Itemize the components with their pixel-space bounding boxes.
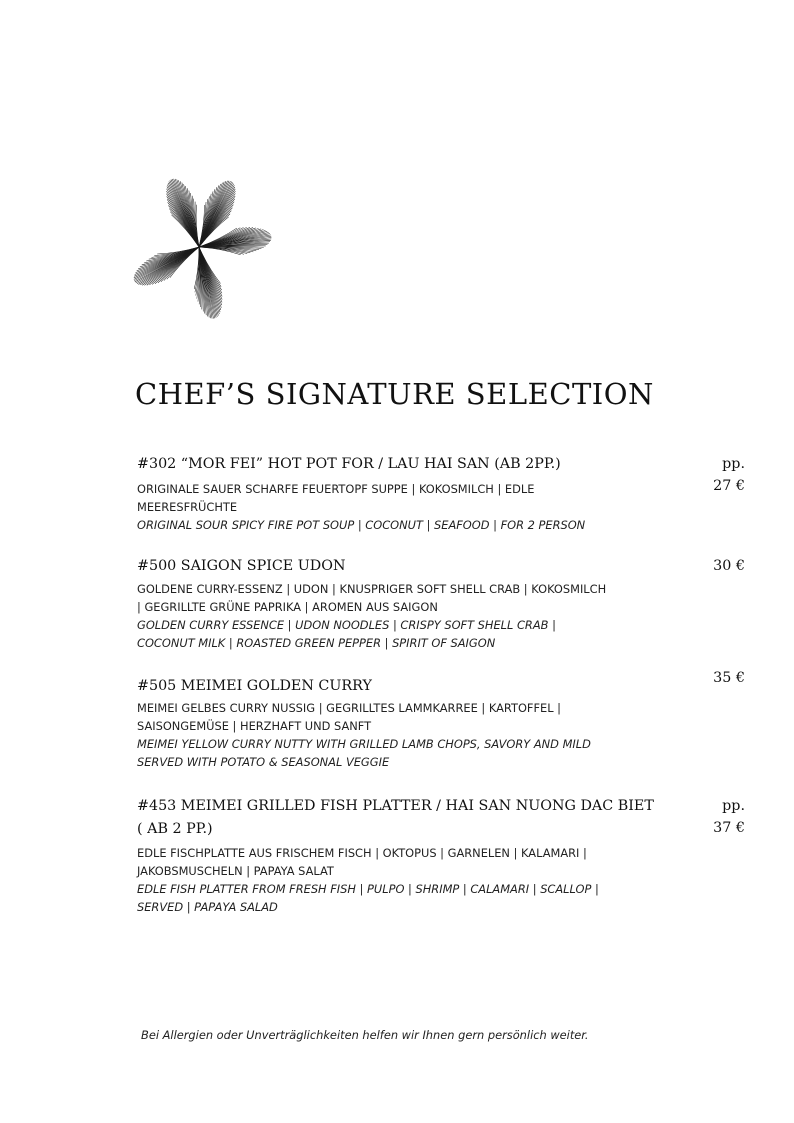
description-line: MEIMEI GELBES CURRY NUSSIG | GEGRILLTES LAMMKARREE | KARTOFFEL | <box>137 701 562 715</box>
item-description-de <box>137 480 677 516</box>
description-line: ORIGINALE SAUER SCHARFE FEUERTOPF SUPPE | KOKOSMILCH | EDLE <box>137 482 535 496</box>
item-description-en <box>137 735 677 771</box>
allergy-note: Bei Allergien oder Unverträglichkeiten helfen wir Ihnen gern persönlich weiter. <box>141 1028 589 1042</box>
description-line: EDLE FISH PLATTER FROM FRESH FISH | PULPO | SHRIMP | CALAMARI | SCALLOP | <box>137 882 599 896</box>
description-line: COCONUT MILK | ROASTED GREEN PEPPER | SPIRIT OF SAIGON <box>137 636 496 650</box>
item-title <box>137 453 669 476</box>
price-value: 35 € <box>713 670 745 686</box>
menu-item-500 <box>137 555 745 652</box>
item-price <box>713 667 745 689</box>
price-value: 30 € <box>713 558 745 574</box>
item-description-en <box>137 616 677 652</box>
description-line: MEERESFRÜCHTE <box>137 500 238 514</box>
item-title <box>137 555 669 578</box>
petal <box>186 244 228 321</box>
menu-item-302 <box>137 453 745 534</box>
description-line: | GEGRILLTE GRÜNE PAPRIKA | AROMEN AUS SAIGON <box>137 600 438 614</box>
item-description-en <box>137 516 677 534</box>
price-unit: pp. <box>722 798 745 814</box>
page-title: CHEF’S SIGNATURE SELECTION <box>135 377 654 411</box>
flower-logo-icon <box>124 172 274 322</box>
price-unit: pp. <box>722 456 745 472</box>
description-line: SERVED WITH POTATO & SEASONAL VEGGIE <box>137 755 390 769</box>
description-line: ORIGINAL SOUR SPICY FIRE POT SOUP | COCONUT | SEAFOOD | FOR 2 PERSON <box>137 518 586 532</box>
menu-item-505 <box>137 670 745 771</box>
item-title <box>137 675 669 698</box>
item-title <box>137 795 669 841</box>
description-line: MEIMEI YELLOW CURRY NUTTY WITH GRILLED LAMB CHOPS, SAVORY AND MILD <box>137 737 591 751</box>
menu-item-453 <box>137 795 745 916</box>
description-line: GOLDEN CURRY ESSENCE | UDON NOODLES | CRISPY SOFT SHELL CRAB | <box>137 618 556 632</box>
item-title-line: #302 “MOR FEI” HOT POT FOR / LAU HAI SAN (AB 2PP.) <box>137 456 561 472</box>
petal <box>128 235 205 293</box>
item-description-de <box>137 699 677 735</box>
description-line: EDLE FISCHPLATTE AUS FRISCHEM FISCH | OKTOPUS | GARNELEN | KALAMARI | <box>137 846 587 860</box>
item-title-line: #505 MEIMEI GOLDEN CURRY <box>137 678 372 694</box>
item-description-de <box>137 844 677 880</box>
item-title-line: ( AB 2 PP.) <box>137 821 213 837</box>
item-description-de <box>137 580 677 616</box>
item-price <box>713 555 745 577</box>
item-title-line: #453 MEIMEI GRILLED FISH PLATTER / HAI SAN NUONG DAC BIET <box>137 798 654 814</box>
item-title-line: #500 SAIGON SPICE UDON <box>137 558 346 574</box>
description-line: GOLDENE CURRY-ESSENZ | UDON | KNUSPRIGER SOFT SHELL CRAB | KOKOSMILCH <box>137 582 607 596</box>
item-price <box>713 795 745 839</box>
price-value: 37 € <box>713 820 745 836</box>
description-line: SAISONGEMÜSE | HERZHAFT UND SANFT <box>137 719 372 733</box>
price-value: 27 € <box>713 478 745 494</box>
item-price <box>713 453 745 497</box>
description-line: JAKOBSMUSCHELN | PAPAYA SALAT <box>137 864 334 878</box>
item-description-en <box>137 880 677 916</box>
description-line: SERVED | PAPAYA SALAD <box>137 900 278 914</box>
